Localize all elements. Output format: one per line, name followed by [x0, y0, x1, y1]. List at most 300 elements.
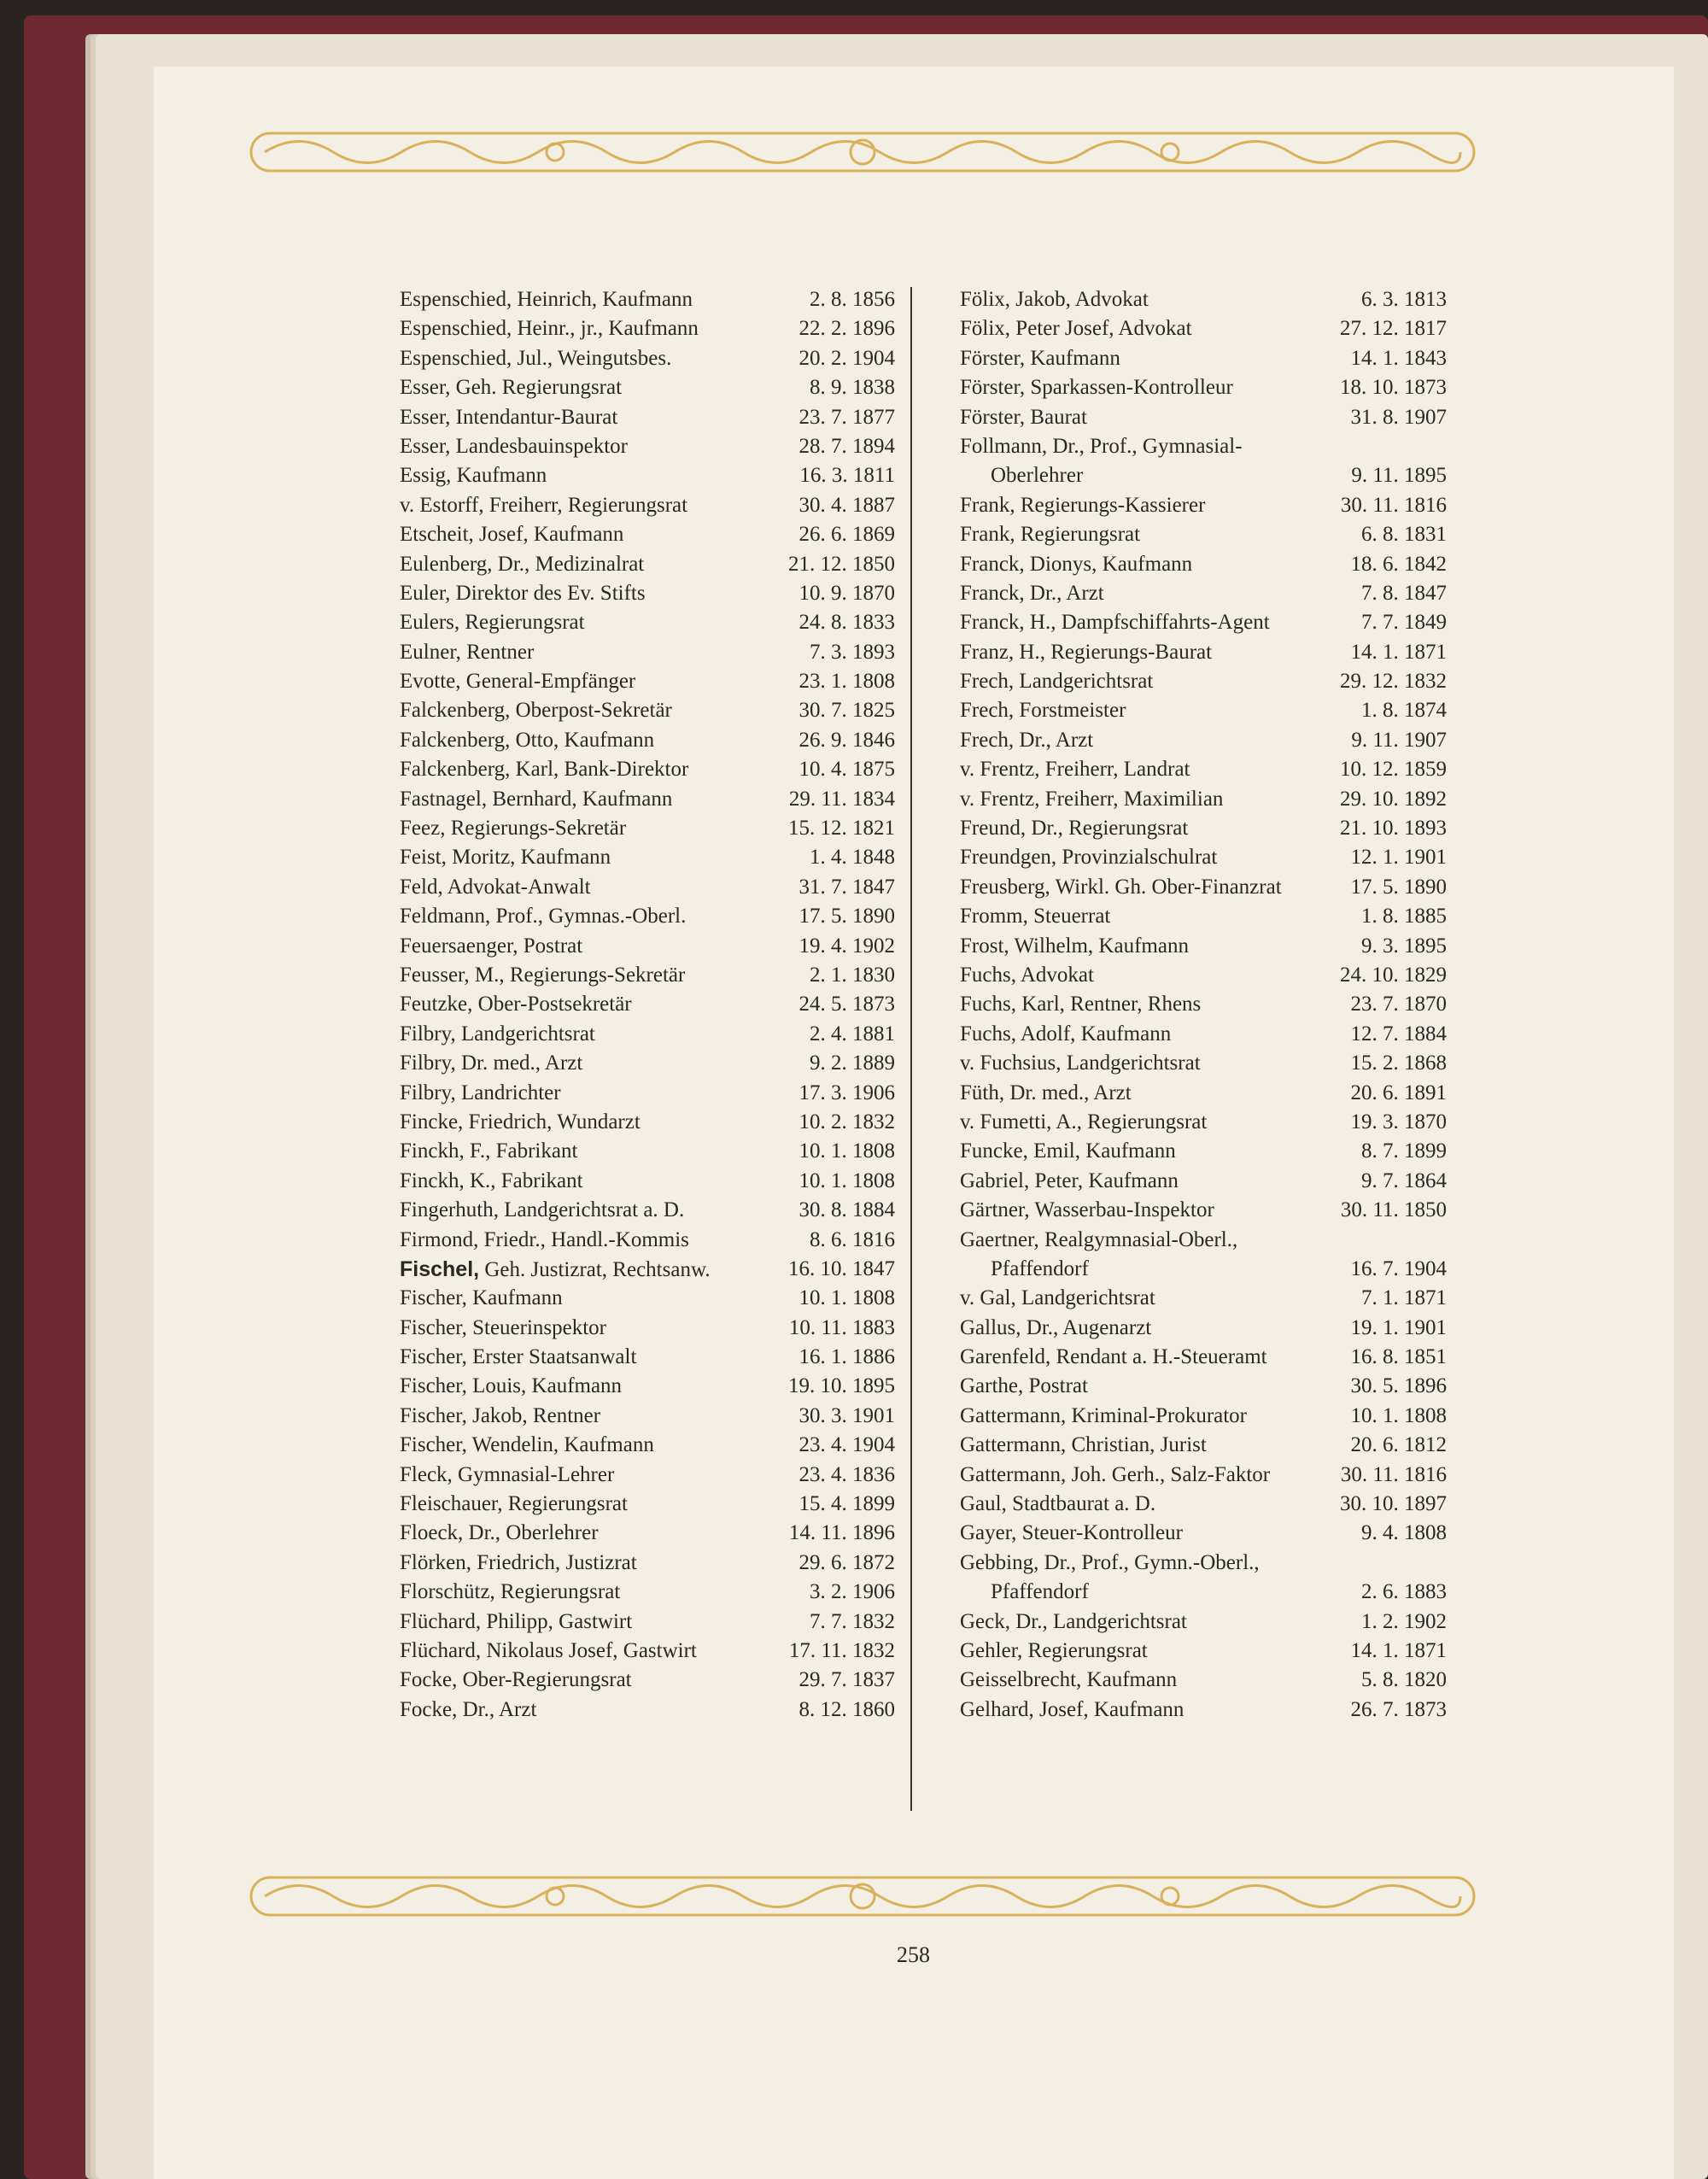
- entry-date: 9. 7. 1864: [1361, 1169, 1447, 1192]
- entry-name-text: Falckenberg, Karl, Bank-Direktor: [400, 758, 689, 782]
- entry-name: [400, 696, 767, 725]
- list-item: [960, 1108, 1447, 1137]
- entry-name-text: Fuchs, Adolf, Kaufmann: [960, 1022, 1172, 1046]
- entry-name: [400, 873, 767, 902]
- entry-name-bold: Fischel,: [400, 1256, 480, 1281]
- list-item: [960, 1519, 1447, 1548]
- entry-name-text: Esser, Geh. Regierungsrat: [400, 376, 623, 400]
- entry-name: [960, 314, 1319, 343]
- entry-name-text: Esser, Landesbauinspektor: [400, 434, 628, 458]
- entry-date: 19. 3. 1870: [1350, 1110, 1447, 1133]
- entry-name-text: Floeck, Dr., Oberlehrer: [400, 1521, 599, 1545]
- entry-date: 30. 11. 1816: [1340, 1462, 1447, 1486]
- entry-date: 30. 11. 1816: [1340, 493, 1447, 517]
- entry-name-text: Fischer, Erster Staatsanwalt: [400, 1345, 637, 1369]
- list-item: [960, 1314, 1447, 1343]
- entry-name: [960, 1137, 1319, 1166]
- entry-date: 7. 1. 1871: [1361, 1286, 1447, 1310]
- entry-name-text: Espenschied, Jul., Weingutsbes.: [400, 346, 672, 370]
- entry-name: [400, 1666, 767, 1695]
- list-item: [960, 814, 1447, 843]
- entry-name: [960, 961, 1319, 990]
- entry-date: 7. 8. 1847: [1361, 581, 1447, 605]
- entry-date: 26. 7. 1873: [1350, 1697, 1447, 1721]
- entry-date: 10. 9. 1870: [798, 581, 895, 605]
- entry-date: 16. 3. 1811: [799, 464, 895, 488]
- entry-name: [960, 932, 1319, 961]
- entry-date: 23. 7. 1877: [798, 405, 895, 429]
- entry-date: 17. 5. 1890: [798, 905, 895, 928]
- entry-name: [400, 1519, 767, 1548]
- list-item: [400, 579, 895, 608]
- entry-name-text: Eulenberg, Dr., Medizinalrat: [400, 552, 645, 576]
- entry-name-text: Frank, Regierungsrat: [960, 523, 1141, 547]
- entry-name: [960, 873, 1319, 902]
- entry-name-text: Filbry, Landrichter: [400, 1081, 561, 1104]
- entry-name: [400, 638, 767, 667]
- entry-name-continuation: Oberlehrer: [991, 464, 1084, 488]
- list-item: [960, 696, 1447, 725]
- list-item: [960, 520, 1447, 549]
- entry-name-text: Flüchard, Philipp, Gastwirt: [400, 1609, 633, 1633]
- entry-date: 1. 4. 1848: [810, 846, 895, 870]
- entry-date: 7. 7. 1849: [1361, 611, 1447, 635]
- entry-date: 10. 11. 1883: [788, 1315, 895, 1339]
- entry-date: 12. 7. 1884: [1350, 1022, 1447, 1046]
- entry-date: 10. 1. 1808: [798, 1139, 895, 1163]
- entry-name: [400, 1226, 767, 1255]
- entry-name: [400, 1108, 767, 1137]
- entry-name: [960, 1666, 1319, 1695]
- entry-name-text: Gärtner, Wasserbau-Inspektor: [960, 1198, 1214, 1222]
- entry-name: [400, 1578, 767, 1607]
- entry-name-text: Espenschied, Heinr., jr., Kaufmann: [400, 317, 699, 341]
- entry-name-text: Fromm, Steuerrat: [960, 905, 1111, 928]
- list-item: [400, 432, 895, 461]
- entry-name: [960, 1696, 1319, 1725]
- entry-date: 23. 4. 1836: [798, 1462, 895, 1486]
- entry-date: 19. 1. 1901: [1350, 1315, 1447, 1339]
- list-item: [960, 1696, 1447, 1725]
- list-item: [400, 873, 895, 902]
- list-item: [400, 1284, 895, 1313]
- list-item: [400, 344, 895, 373]
- list-item: [960, 902, 1447, 931]
- entry-date: 23. 4. 1904: [798, 1433, 895, 1457]
- entry-name-text: Eulers, Regierungsrat: [400, 611, 585, 635]
- entry-date: 30. 4. 1887: [798, 493, 895, 517]
- list-item: [960, 961, 1447, 990]
- entry-name: [400, 961, 767, 990]
- entry-name: [960, 1343, 1319, 1372]
- list-item: [400, 1372, 895, 1401]
- entry-date: 18. 10. 1873: [1340, 376, 1447, 400]
- entry-name-text: Förster, Sparkassen-Kontrolleur: [960, 376, 1233, 400]
- entry-date: 15. 4. 1899: [798, 1492, 895, 1516]
- entry-name-text: Frech, Forstmeister: [960, 699, 1126, 723]
- right-column: [960, 285, 1447, 1725]
- entry-date: 8. 7. 1899: [1361, 1139, 1447, 1163]
- entry-name: [400, 1490, 767, 1519]
- entry-date: 10. 1. 1808: [798, 1169, 895, 1192]
- entry-name-text: Franck, Dr., Arzt: [960, 581, 1104, 605]
- entry-date: 10. 12. 1859: [1340, 758, 1447, 782]
- entry-name-text: Flüchard, Nikolaus Josef, Gastwirt: [400, 1638, 697, 1662]
- entry-name: [960, 520, 1319, 549]
- entry-date: 17. 5. 1890: [1350, 875, 1447, 899]
- entry-name-text: Franck, Dionys, Kaufmann: [960, 552, 1193, 576]
- list-item: [400, 990, 895, 1019]
- entry-name-text: Füth, Dr. med., Arzt: [960, 1081, 1132, 1104]
- entry-name: [960, 902, 1319, 931]
- entry-date: 17. 3. 1906: [798, 1081, 895, 1104]
- entry-name-text: Frank, Regierungs-Kassierer: [960, 493, 1206, 517]
- entry-name: [960, 1402, 1319, 1431]
- entry-name: [960, 1549, 1319, 1608]
- list-item: [960, 1284, 1447, 1313]
- entry-date: 20. 6. 1891: [1350, 1081, 1447, 1104]
- entry-name: [400, 373, 767, 402]
- list-item: [960, 1608, 1447, 1637]
- entry-name-text: Gaertner, Realgymnasial-Oberl.,: [960, 1227, 1238, 1251]
- entry-name-text: Geck, Dr., Landgerichtsrat: [960, 1609, 1187, 1633]
- entry-name-text: Eulner, Rentner: [400, 640, 535, 664]
- entry-name: [960, 785, 1319, 814]
- entry-date: 24. 10. 1829: [1340, 964, 1447, 987]
- entry-name-text: Fincke, Friedrich, Wundarzt: [400, 1110, 640, 1133]
- entry-date: 24. 8. 1833: [798, 611, 895, 635]
- list-item: [960, 373, 1447, 402]
- entry-date: 22. 2. 1896: [798, 317, 895, 341]
- list-item: [960, 432, 1447, 491]
- list-item: [960, 1167, 1447, 1196]
- entry-name: [960, 1226, 1319, 1285]
- list-item: [400, 314, 895, 343]
- list-item: [400, 755, 895, 784]
- entry-name: [400, 1343, 767, 1372]
- entry-date: 24. 5. 1873: [798, 993, 895, 1016]
- entry-name-text: Focke, Ober-Regierungsrat: [400, 1668, 632, 1692]
- column-divider: [910, 287, 912, 1811]
- entry-date: 27. 12. 1817: [1340, 317, 1447, 341]
- entry-name-text: Gabriel, Peter, Kaufmann: [960, 1169, 1179, 1192]
- list-item: [400, 726, 895, 755]
- entry-name: [400, 1020, 767, 1049]
- entry-name: [960, 726, 1319, 755]
- entry-name-text: Filbry, Dr. med., Arzt: [400, 1051, 583, 1075]
- list-item: [960, 1196, 1447, 1225]
- entry-name: [960, 1372, 1319, 1401]
- entry-name-text: Finckh, K., Fabrikant: [400, 1169, 583, 1192]
- entry-name-text: Fleck, Gymnasial-Lehrer: [400, 1462, 615, 1486]
- entry-date: 30. 8. 1884: [798, 1198, 895, 1222]
- entry-name: [400, 608, 767, 637]
- entry-name: [400, 667, 767, 696]
- list-item: [400, 785, 895, 814]
- entry-name-text: v. Fumetti, A., Regierungsrat: [960, 1110, 1208, 1133]
- entry-date: 17. 11. 1832: [788, 1638, 895, 1662]
- entry-name-text: Esser, Intendantur-Baurat: [400, 405, 618, 429]
- entry-name: [960, 1461, 1319, 1490]
- entry-name-text: Fuchs, Karl, Rentner, Rhens: [960, 993, 1202, 1016]
- list-item: [400, 1108, 895, 1137]
- entry-date: 2. 4. 1881: [810, 1022, 895, 1046]
- list-item: [400, 491, 895, 520]
- entry-name-text: Finckh, F., Fabrikant: [400, 1139, 578, 1163]
- entry-name: [960, 667, 1319, 696]
- entry-name-text: Fischer, Wendelin, Kaufmann: [400, 1433, 654, 1457]
- entry-date: 21. 10. 1893: [1340, 817, 1447, 841]
- entry-date: 15. 12. 1821: [788, 817, 895, 841]
- list-item: [960, 843, 1447, 872]
- entry-date: 16. 7. 1904: [1350, 1256, 1447, 1280]
- list-item: [400, 1578, 895, 1607]
- entry-name: [960, 1079, 1319, 1108]
- entry-name-text: Feist, Moritz, Kaufmann: [400, 846, 611, 870]
- bottom-ornament-border: [248, 1871, 1477, 1922]
- entry-date: 2. 1. 1830: [810, 963, 895, 987]
- entry-date: 1. 8. 1885: [1361, 905, 1447, 928]
- entry-name: [400, 403, 767, 432]
- entry-name: [960, 1167, 1319, 1196]
- list-item: [400, 1196, 895, 1225]
- entry-date: 16. 1. 1886: [798, 1345, 895, 1369]
- entry-date: 3. 2. 1906: [810, 1580, 895, 1604]
- entry-date: 29. 11. 1834: [788, 787, 895, 811]
- entry-name: [960, 1519, 1319, 1548]
- entry-name-text: Gaul, Stadtbaurat a. D.: [960, 1492, 1156, 1516]
- entry-name: [400, 1696, 767, 1725]
- list-item: [960, 785, 1447, 814]
- entry-name-text: v. Gal, Landgerichtsrat: [960, 1286, 1155, 1310]
- entry-name-text: Fastnagel, Bernhard, Kaufmann: [400, 787, 673, 811]
- entry-name-text: Gelhard, Josef, Kaufmann: [960, 1697, 1184, 1721]
- entry-name: [960, 1108, 1319, 1137]
- entry-date: 14. 1. 1871: [1350, 1639, 1447, 1663]
- entry-name: [400, 491, 767, 520]
- list-item: [400, 1167, 895, 1196]
- entry-date: 9. 2. 1889: [810, 1051, 895, 1075]
- entry-date: 7. 7. 1832: [810, 1609, 895, 1633]
- entry-name-text: Feutzke, Ober-Postsekretär: [400, 993, 632, 1016]
- entry-name-text: Geh. Justizrat, Rechtsanw.: [484, 1257, 711, 1281]
- entry-date: 23. 1. 1808: [798, 670, 895, 694]
- entry-date: 20. 2. 1904: [798, 346, 895, 370]
- entry-name: [960, 1284, 1319, 1313]
- entry-name: [400, 1284, 767, 1313]
- entry-name-text: Freundgen, Provinzialschulrat: [960, 846, 1218, 870]
- entry-date: 21. 12. 1850: [788, 552, 895, 576]
- entry-name-text: Filbry, Landgerichtsrat: [400, 1022, 595, 1046]
- entry-date: 30. 7. 1825: [798, 699, 895, 723]
- entry-date: 16. 8. 1851: [1350, 1345, 1447, 1369]
- entry-date: 30. 3. 1901: [798, 1403, 895, 1427]
- entry-name-text: Frech, Dr., Arzt: [960, 728, 1094, 752]
- entry-date: 20. 6. 1812: [1350, 1433, 1447, 1457]
- entry-name: [960, 1020, 1319, 1049]
- list-item: [960, 1226, 1447, 1285]
- list-item: [400, 1637, 895, 1666]
- entry-name: [960, 432, 1319, 491]
- list-item: [400, 1226, 895, 1255]
- entry-name: [960, 403, 1319, 432]
- entry-name: [400, 755, 767, 784]
- entry-date: 29. 6. 1872: [798, 1550, 895, 1574]
- entry-name-text: Fölix, Jakob, Advokat: [960, 288, 1149, 311]
- list-item: [960, 932, 1447, 961]
- entry-date: 9. 11. 1895: [1351, 464, 1447, 488]
- entry-name: [400, 314, 767, 343]
- entry-name-text: Förster, Baurat: [960, 405, 1087, 429]
- entry-name-text: Florschütz, Regierungsrat: [400, 1580, 621, 1604]
- list-item: [960, 1343, 1447, 1372]
- list-item: [960, 1049, 1447, 1078]
- entry-date: 29. 10. 1892: [1340, 787, 1447, 811]
- entry-name-text: Follmann, Dr., Prof., Gymnasial-: [960, 434, 1243, 458]
- entry-name-text: Gattermann, Joh. Gerh., Salz-Faktor: [960, 1462, 1271, 1486]
- list-item: [400, 1519, 895, 1548]
- list-item: [400, 667, 895, 696]
- entry-date: 10. 1. 1808: [1350, 1403, 1447, 1427]
- entry-name: [400, 932, 767, 961]
- entry-name: [400, 520, 767, 549]
- entry-name: [960, 814, 1319, 843]
- entry-name: [960, 1608, 1319, 1637]
- list-item: [960, 1461, 1447, 1490]
- entry-date: 8. 9. 1838: [810, 376, 895, 400]
- entry-name-text: Gattermann, Kriminal-Prokurator: [960, 1403, 1248, 1427]
- entry-name-text: Feuersaenger, Postrat: [400, 934, 583, 958]
- entry-name-continuation: Pfaffendorf: [991, 1580, 1089, 1604]
- entry-name-text: Fingerhuth, Landgerichtsrat a. D.: [400, 1198, 685, 1222]
- entry-name: [400, 902, 767, 931]
- list-item: [400, 520, 895, 549]
- list-item: [400, 902, 895, 931]
- entry-name-continuation: Pfaffendorf: [991, 1256, 1089, 1280]
- entry-name: [960, 285, 1319, 314]
- entry-name-text: Falckenberg, Oberpost-Sekretär: [400, 699, 672, 723]
- list-item: [960, 608, 1447, 637]
- list-item: [400, 403, 895, 432]
- list-item: [960, 579, 1447, 608]
- list-item: [400, 461, 895, 490]
- entry-name: [960, 1431, 1319, 1460]
- list-item: [400, 932, 895, 961]
- list-item: [400, 1079, 895, 1108]
- entry-date: 10. 2. 1832: [798, 1110, 895, 1133]
- entry-name-text: Fuchs, Advokat: [960, 964, 1094, 987]
- entry-name: [400, 1255, 767, 1285]
- entry-name: [960, 990, 1319, 1019]
- entry-name: [400, 1196, 767, 1225]
- entry-name: [400, 814, 767, 843]
- entry-name-text: Feldmann, Prof., Gymnas.-Oberl.: [400, 905, 687, 928]
- entry-name-text: Freund, Dr., Regierungsrat: [960, 817, 1189, 841]
- entry-name-text: Etscheit, Josef, Kaufmann: [400, 523, 624, 547]
- entry-date: 12. 1. 1901: [1350, 846, 1447, 870]
- entry-date: 19. 10. 1895: [788, 1374, 895, 1398]
- list-item: [400, 814, 895, 843]
- entry-name: [400, 285, 767, 314]
- entry-name: [400, 1608, 767, 1637]
- entry-name-text: Fleischauer, Regierungsrat: [400, 1492, 628, 1516]
- entry-name-text: v. Fuchsius, Landgerichtsrat: [960, 1051, 1201, 1075]
- list-item: [400, 961, 895, 990]
- entry-date: 28. 7. 1894: [798, 434, 895, 458]
- entry-name-text: Fischer, Steuerinspektor: [400, 1315, 607, 1339]
- list-item: [400, 1255, 895, 1284]
- list-item: [960, 1666, 1447, 1695]
- entry-name: [960, 1196, 1319, 1225]
- entry-date: 18. 6. 1842: [1350, 552, 1447, 576]
- entry-name-text: Garthe, Postrat: [960, 1374, 1088, 1398]
- entry-name-text: Franck, H., Dampfschiffahrts-Agent: [960, 611, 1270, 635]
- entry-name-text: Franz, H., Regierungs-Baurat: [960, 640, 1213, 664]
- list-item: [960, 873, 1447, 902]
- list-item: [960, 990, 1447, 1019]
- entry-name: [960, 1637, 1319, 1666]
- entry-name: [400, 432, 767, 461]
- entry-name-text: Evotte, General-Empfänger: [400, 670, 636, 694]
- entry-name: [400, 726, 767, 755]
- entry-name: [400, 461, 767, 490]
- list-item: [960, 1490, 1447, 1519]
- entry-date: 31. 7. 1847: [798, 875, 895, 899]
- entry-name-text: Feld, Advokat-Anwalt: [400, 875, 591, 899]
- list-item: [960, 491, 1447, 520]
- entry-name-text: Gehler, Regierungsrat: [960, 1639, 1148, 1663]
- list-item: [400, 1490, 895, 1519]
- list-item: [960, 1372, 1447, 1401]
- entry-date: 10. 4. 1875: [798, 758, 895, 782]
- list-item: [960, 285, 1447, 314]
- list-item: [960, 1020, 1447, 1049]
- entry-name: [400, 1461, 767, 1490]
- entry-name-text: v. Estorff, Freiherr, Regierungsrat: [400, 493, 688, 517]
- entry-date: 30. 11. 1850: [1340, 1198, 1447, 1222]
- entry-name: [960, 373, 1319, 402]
- list-item: [400, 1461, 895, 1490]
- entry-name-text: Garenfeld, Rendant a. H.-Steueramt: [960, 1345, 1267, 1369]
- entry-date: 8. 6. 1816: [810, 1227, 895, 1251]
- entry-date: 30. 10. 1897: [1340, 1492, 1447, 1516]
- entry-name-text: Fischer, Kaufmann: [400, 1286, 563, 1310]
- list-item: [400, 550, 895, 579]
- entry-date: 19. 4. 1902: [798, 934, 895, 958]
- entry-name-text: Funcke, Emil, Kaufmann: [960, 1139, 1176, 1163]
- entry-name: [400, 785, 767, 814]
- entry-name: [960, 1490, 1319, 1519]
- list-item: [960, 344, 1447, 373]
- entry-date: 2. 8. 1856: [810, 288, 895, 311]
- entry-name-text: Gattermann, Christian, Jurist: [960, 1433, 1207, 1457]
- entry-date: 10. 1. 1808: [798, 1286, 895, 1310]
- entry-name: [400, 1549, 767, 1578]
- entry-name: [400, 1079, 767, 1108]
- entry-name-text: Fölix, Peter Josef, Advokat: [960, 317, 1192, 341]
- entry-name: [960, 550, 1319, 579]
- entry-name: [960, 608, 1319, 637]
- list-item: [960, 403, 1447, 432]
- list-item: [400, 1343, 895, 1372]
- entry-date: 5. 8. 1820: [1361, 1668, 1447, 1692]
- left-column: [400, 285, 895, 1725]
- page-number: 258: [897, 1942, 930, 1967]
- entry-date: 16. 10. 1847: [788, 1256, 895, 1280]
- entry-name: [960, 638, 1319, 667]
- entry-name-text: Gebbing, Dr., Prof., Gymn.-Oberl.,: [960, 1550, 1260, 1574]
- list-item: [400, 1431, 895, 1460]
